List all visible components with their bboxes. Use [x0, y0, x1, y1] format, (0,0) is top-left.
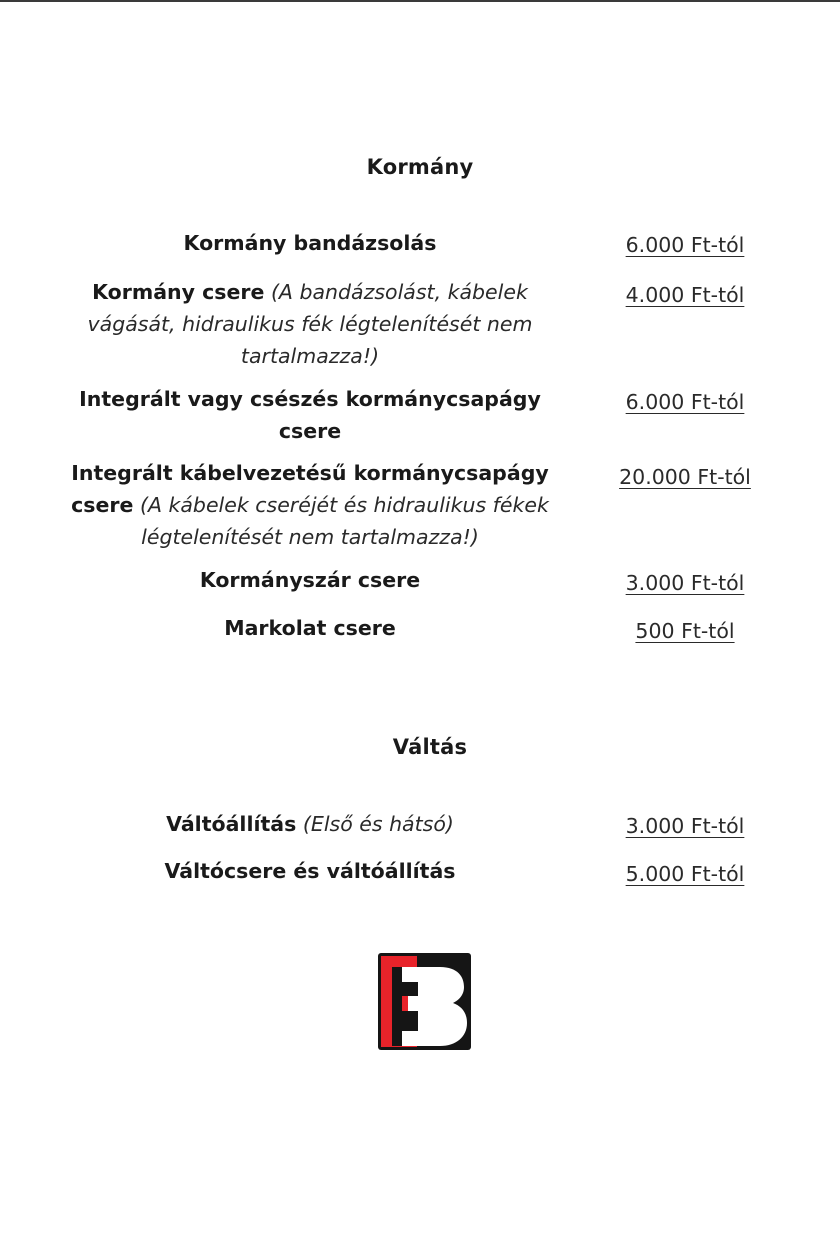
- service-name: Markolat csere: [224, 616, 396, 640]
- price-link[interactable]: 6.000 Ft-tól: [625, 233, 745, 257]
- fb-logo-icon: [378, 953, 471, 1050]
- service-name: Váltócsere és váltóállítás: [164, 859, 456, 883]
- service-valtocsere: [60, 855, 560, 887]
- price-link[interactable]: 3.000 Ft-tól: [625, 814, 745, 838]
- price-link[interactable]: 6.000 Ft-tól: [625, 390, 745, 414]
- service-note: (A kábelek cseréjét és hidraulikus fékek légtelenítését nem tartalmazza!): [139, 493, 549, 549]
- price-link[interactable]: 4.000 Ft-tól: [625, 283, 745, 307]
- price-link[interactable]: 5.000 Ft-tól: [625, 862, 745, 886]
- service-kormanyszar-csere: [60, 564, 560, 596]
- service-note: (Első és hátsó): [302, 812, 454, 836]
- service-name: Váltóállítás: [166, 812, 297, 836]
- section-title-kormany: Kormány: [366, 155, 474, 179]
- service-markolat-csere: [60, 612, 560, 644]
- service-note: (A bandázsolást, kábelek vágását, hidraulikus fék légtelenítését nem tartalmazza!): [87, 280, 533, 368]
- service-name: Kormány csere: [92, 280, 265, 304]
- service-name: Integrált vagy csészés kormánycsapágy csere: [79, 387, 541, 443]
- service-kormanycsapagy-csere: [60, 383, 560, 447]
- service-name: Kormányszár csere: [199, 568, 421, 592]
- top-divider: [0, 0, 840, 2]
- service-name: Kormány bandázsolás: [183, 231, 437, 255]
- service-kormany-bandazsolas: [60, 227, 560, 259]
- service-kormany-csere: [60, 276, 560, 372]
- price-link[interactable]: 500 Ft-tól: [635, 619, 735, 643]
- service-integralt-kabelvezetesu: [60, 457, 560, 553]
- section-title-valtas: Váltás: [392, 735, 468, 759]
- price-link[interactable]: 20.000 Ft-tól: [619, 465, 751, 489]
- service-name: Integrált kábelvezetésű kormánycsapágy csere: [71, 461, 549, 517]
- price-link[interactable]: 3.000 Ft-tól: [625, 571, 745, 595]
- service-valtoallitas: [60, 808, 560, 840]
